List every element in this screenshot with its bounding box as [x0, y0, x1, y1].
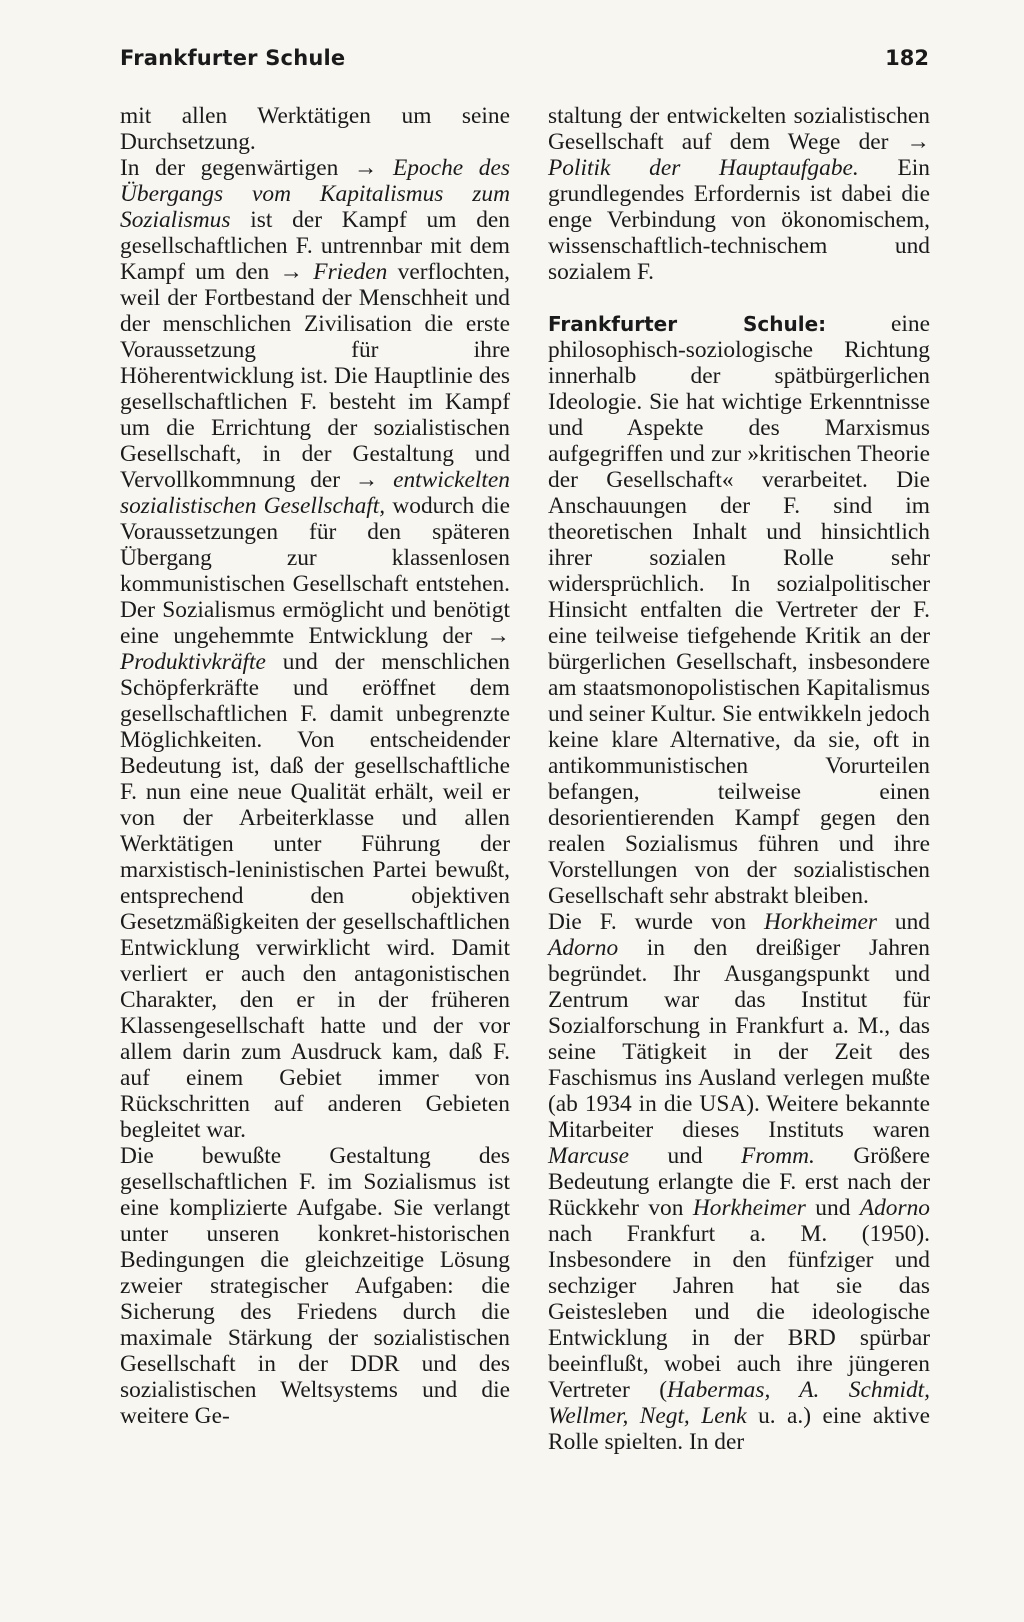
- cross-reference: Politik der Hauptaufgabe.: [548, 155, 859, 181]
- text-run: eine philosophisch-soziologische Richtung innerhalb der spätbürgerlichen Ideologie. Sie hat wichtige Erkenntnisse und Aspekte des Marxismus aufgegriffen und zur »kritischen Theorie der Gesellschaft« verarbeitet. Die Anschauungen der F. sind im theoretischen Inhalt und hinsichtlich ihrer sozialen Rolle sehr widersprüchlich. In sozialpolitischer Hinsicht entfalten die Vertreter der F. eine teilweise tiefgehende Kritik an der bürgerlichen Gesellschaft, insbesondere am staatsmonopolistischen Kapitalismus und seiner Kultur. Sie entwikkeln jedoch keine klare Alternative, da sie, oft in antikommunistischen Vorurteilen befangen, teilweise einen desorientierenden Kampf gegen den realen Sozialismus führen und ihre Vorstellungen von der sozialistischen Gesellschaft sehr abstrakt bleiben.: [548, 311, 930, 909]
- person-name: Horkheimer: [763, 909, 877, 935]
- dictionary-entry: [548, 311, 930, 909]
- person-name: Marcuse: [548, 1143, 629, 1169]
- text-run: Die F. wurde von: [548, 909, 764, 935]
- paragraph: [548, 103, 930, 285]
- paragraph: Die bewußte Gestaltung des gesellschaftlichen F. im Sozialismus ist eine komplizierte Aufgabe. Sie verlangt unter unseren konkret-historischen Bedingungen die gleichzeitige Lösung zweier strategischer Aufgaben: die Sicherung des Friedens durch die maximale Stärkung der sozialistischen Gesellschaft in der DDR und des sozialistischen Weltsystems und die weitere Ge-: [120, 1143, 510, 1429]
- person-name: Adorno: [548, 935, 619, 961]
- person-name: Fromm.: [741, 1143, 815, 1169]
- text-run: und: [628, 1143, 742, 1169]
- right-column: [548, 103, 930, 1455]
- running-head: Frankfurter Schule: [120, 46, 346, 70]
- text-run: verflochten, weil der Fortbestand der Menschheit und der menschlichen Zivilisation die erste Voraussetzung für ihre Höherentwicklung ist. Die Hauptlinie des gesellschaftlichen F. besteht im Kampf um die Errichtung der sozialistischen Gesellschaft, in der Gestaltung und Vervollkommnung der →: [120, 259, 510, 493]
- cross-reference: Frieden: [313, 259, 388, 285]
- text-run: staltung der entwickelten sozialistischen Gesellschaft auf dem Wege der →: [548, 103, 930, 155]
- text-run: in den dreißiger Jahren begründet. Ihr Ausgangspunkt und Zentrum war das Institut für Sozialforschung in Frankfurt a. M., das seine Tätigkeit in der Zeit des Faschismus ins Ausland verlegen mußte (ab 1934 in die USA). Weitere bekannte Mitarbeiter dieses Instituts waren: [548, 935, 930, 1143]
- text-run: wodurch die Voraussetzungen für den späteren Übergang zur klassenlosen kommunistischen Gesellschaft entstehen. Der Sozialismus ermöglicht und benötigt eine ungehemmte Entwicklung der →: [120, 493, 510, 649]
- paragraph: mit allen Werktätigen um seine Durchsetzung.: [120, 103, 510, 155]
- paragraph: [548, 909, 930, 1455]
- cross-reference: Produktivkräfte: [120, 649, 266, 675]
- text-run: In der gegenwärtigen →: [120, 155, 394, 181]
- left-column: [120, 103, 510, 1429]
- page-header: [120, 46, 929, 86]
- page-number: 182: [885, 46, 929, 70]
- text-run: Ein grundlegendes Erfordernis ist dabei die enge Verbindung von ökonomischem, wissenschaftlich-technischem und sozialem F.: [548, 155, 930, 285]
- cross-reference: entwickelten sozialistischen Gesellschaft,: [120, 467, 510, 519]
- paragraph: [120, 155, 510, 1143]
- entry-spacer: [548, 285, 930, 311]
- text-run: ist der Kampf um den gesellschaftlichen F. untrennbar mit dem Kampf um den →: [120, 207, 510, 285]
- cross-reference: Epoche des Übergangs vom Kapitalismus zum Sozialismus: [120, 155, 510, 233]
- text-run: und: [805, 1195, 860, 1221]
- person-name: Horkheimer: [692, 1195, 806, 1221]
- entry-headword: Frankfurter Schule:: [548, 312, 827, 336]
- text-run: Größere Bedeutung erlangte die F. erst nach der Rückkehr von: [548, 1143, 930, 1221]
- text-run: u. a.) eine aktive Rolle spielten. In der: [548, 1403, 930, 1455]
- text-run: und der menschlichen Schöpferkräfte und eröffnet dem gesellschaftlichen F. damit unbegrenzte Möglichkeiten. Von entscheidender Bedeutung ist, daß der gesellschaftliche F. nun eine neue Qualität erhält, weil er von der Arbeiterklasse und allen Werktätigen unter Führung der marxistisch-leninistischen Partei bewußt, entsprechend den objektiven Gesetzmäßigkeiten der gesellschaftlichen Entwicklung verwirklicht wird. Damit verliert er auch den antagonistischen Charakter, den er in der früheren Klassengesellschaft hatte und der vor allem darin zum Ausdruck kam, daß F. auf einem Gebiet immer von Rückschritten auf anderen Gebieten begleitet war.: [120, 649, 510, 1143]
- text-run: und: [877, 909, 931, 935]
- person-name: Adorno: [859, 1195, 930, 1221]
- text-run: nach Frankfurt a. M. (1950). Insbesondere in den fünfziger und sechziger Jahren hat sie das Geistesleben und die ideologische Entwicklung in der BRD spürbar beeinflußt, wobei auch ihre jüngeren Vertreter (: [548, 1221, 930, 1403]
- person-names: Habermas, A. Schmidt, Wellmer, Negt, Lenk: [548, 1377, 931, 1429]
